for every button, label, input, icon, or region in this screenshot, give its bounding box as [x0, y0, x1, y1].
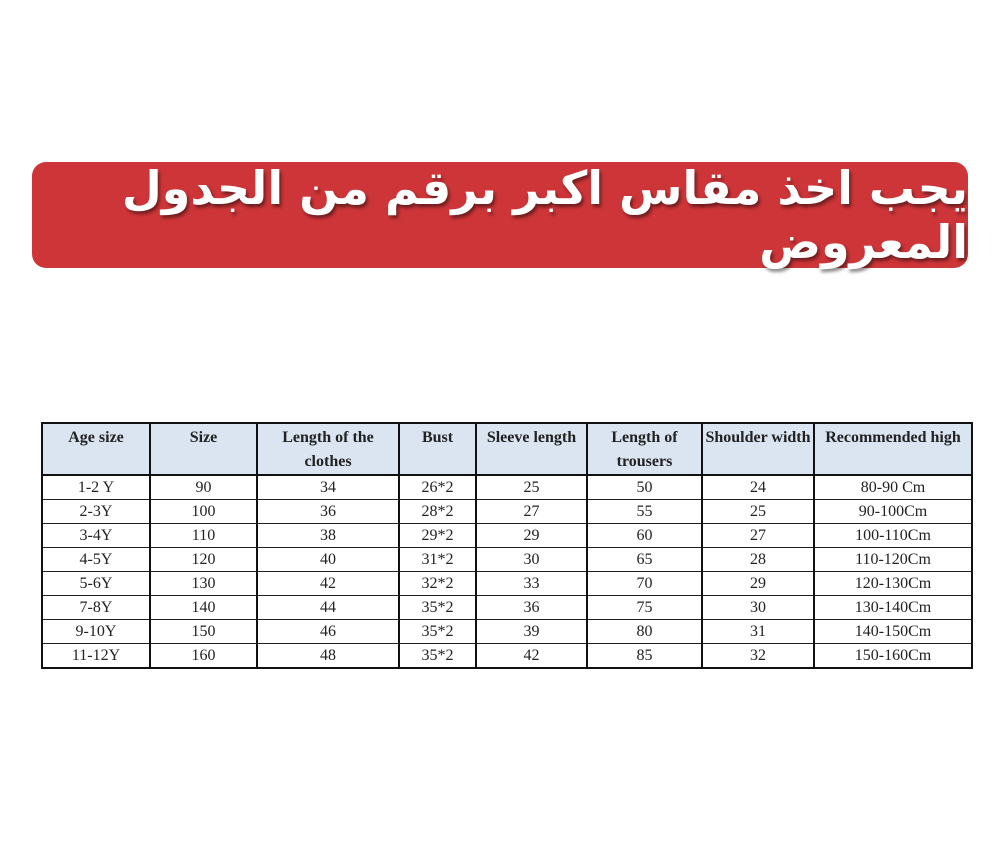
cell-bust: 26*2 [399, 475, 476, 500]
cell-length-trousers: 50 [587, 475, 702, 500]
cell-sleeve-length: 30 [476, 548, 587, 572]
cell-recommended-high: 100-110Cm [814, 524, 972, 548]
cell-length-clothes: 48 [257, 644, 399, 669]
cell-sleeve-length: 33 [476, 572, 587, 596]
cell-length-trousers: 60 [587, 524, 702, 548]
table-row [42, 475, 972, 500]
cell-sleeve-length: 39 [476, 620, 587, 644]
cell-age-size: 11-12Y [42, 644, 150, 669]
cell-bust: 31*2 [399, 548, 476, 572]
cell-recommended-high: 150-160Cm [814, 644, 972, 669]
cell-length-trousers: 80 [587, 620, 702, 644]
table-row [42, 644, 972, 669]
cell-sleeve-length: 27 [476, 500, 587, 524]
cell-size: 110 [150, 524, 257, 548]
header-recommended-high: Recommended high [814, 423, 972, 475]
header-shoulder-width: Shoulder width [702, 423, 814, 475]
cell-bust: 32*2 [399, 572, 476, 596]
cell-length-trousers: 85 [587, 644, 702, 669]
cell-age-size: 1-2 Y [42, 475, 150, 500]
cell-size: 130 [150, 572, 257, 596]
cell-length-trousers: 55 [587, 500, 702, 524]
cell-age-size: 2-3Y [42, 500, 150, 524]
cell-size: 100 [150, 500, 257, 524]
cell-length-trousers: 65 [587, 548, 702, 572]
size-chart-table [41, 422, 973, 669]
table-row [42, 596, 972, 620]
cell-shoulder-width: 29 [702, 572, 814, 596]
cell-recommended-high: 90-100Cm [814, 500, 972, 524]
cell-recommended-high: 130-140Cm [814, 596, 972, 620]
table-row [42, 620, 972, 644]
cell-sleeve-length: 25 [476, 475, 587, 500]
cell-shoulder-width: 30 [702, 596, 814, 620]
table-row [42, 524, 972, 548]
cell-length-clothes: 46 [257, 620, 399, 644]
cell-shoulder-width: 24 [702, 475, 814, 500]
header-bust: Bust [399, 423, 476, 475]
header-row [42, 423, 972, 475]
cell-length-clothes: 42 [257, 572, 399, 596]
cell-bust: 28*2 [399, 500, 476, 524]
cell-size: 90 [150, 475, 257, 500]
cell-age-size: 3-4Y [42, 524, 150, 548]
table-row [42, 500, 972, 524]
cell-size: 150 [150, 620, 257, 644]
cell-size: 160 [150, 644, 257, 669]
cell-shoulder-width: 31 [702, 620, 814, 644]
table-row [42, 548, 972, 572]
cell-length-clothes: 36 [257, 500, 399, 524]
cell-age-size: 5-6Y [42, 572, 150, 596]
cell-bust: 35*2 [399, 644, 476, 669]
cell-age-size: 7-8Y [42, 596, 150, 620]
cell-length-trousers: 70 [587, 572, 702, 596]
cell-age-size: 9-10Y [42, 620, 150, 644]
header-age-size: Age size [42, 423, 150, 475]
cell-length-clothes: 40 [257, 548, 399, 572]
cell-length-clothes: 44 [257, 596, 399, 620]
cell-sleeve-length: 42 [476, 644, 587, 669]
cell-shoulder-width: 32 [702, 644, 814, 669]
header-sleeve-length: Sleeve length [476, 423, 587, 475]
cell-age-size: 4-5Y [42, 548, 150, 572]
cell-recommended-high: 110-120Cm [814, 548, 972, 572]
cell-length-trousers: 75 [587, 596, 702, 620]
cell-recommended-high: 120-130Cm [814, 572, 972, 596]
cell-size: 140 [150, 596, 257, 620]
cell-bust: 35*2 [399, 620, 476, 644]
cell-bust: 29*2 [399, 524, 476, 548]
cell-recommended-high: 140-150Cm [814, 620, 972, 644]
cell-recommended-high: 80-90 Cm [814, 475, 972, 500]
table-row [42, 572, 972, 596]
notice-text: يجب اخذ مقاس اكبر برقم من الجدول المعروض [121, 161, 968, 269]
cell-size: 120 [150, 548, 257, 572]
cell-length-clothes: 38 [257, 524, 399, 548]
cell-bust: 35*2 [399, 596, 476, 620]
notice-banner [32, 162, 968, 268]
cell-shoulder-width: 28 [702, 548, 814, 572]
cell-length-clothes: 34 [257, 475, 399, 500]
cell-shoulder-width: 25 [702, 500, 814, 524]
header-size: Size [150, 423, 257, 475]
header-length-trousers: Length of trousers [587, 423, 702, 475]
cell-sleeve-length: 29 [476, 524, 587, 548]
cell-shoulder-width: 27 [702, 524, 814, 548]
header-length-clothes: Length of the clothes [257, 423, 399, 475]
cell-sleeve-length: 36 [476, 596, 587, 620]
